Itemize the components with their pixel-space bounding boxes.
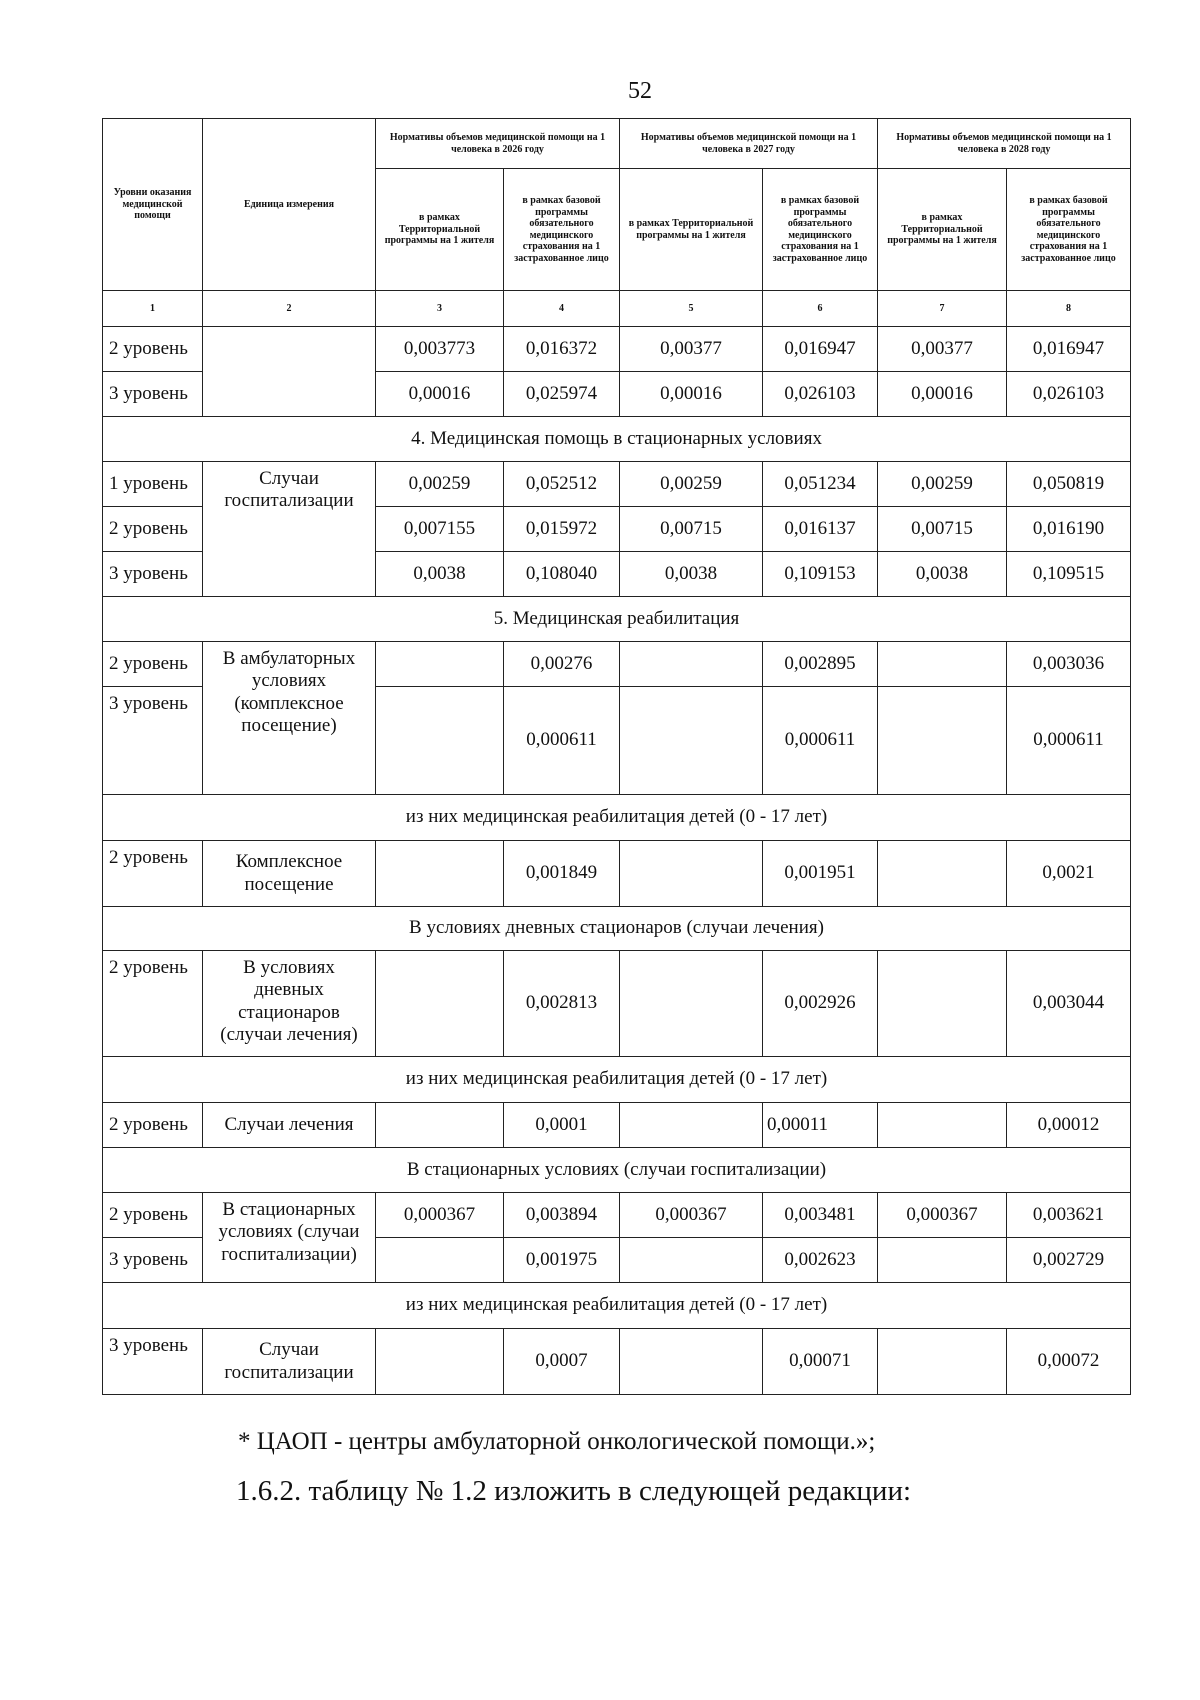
value-cell [878, 951, 1007, 1057]
column-number: 8 [1007, 291, 1131, 327]
value-cell: 0,00259 [620, 462, 763, 507]
value-cell [376, 1238, 504, 1283]
value-cell [376, 841, 504, 907]
column-number: 1 [103, 291, 203, 327]
page-number: 52 [628, 78, 652, 104]
value-cell: 0,00259 [878, 462, 1007, 507]
value-cell: 0,000367 [620, 1193, 763, 1238]
level-cell: 2 уровень [103, 951, 203, 1057]
section-title: 5. Медицинская реабилитация [103, 597, 1131, 642]
level-cell: 2 уровень [103, 1193, 203, 1238]
section-title: из них медицинская реабилитация детей (0 - 17 лет) [103, 1057, 1131, 1103]
value-cell [620, 1103, 763, 1148]
header-terr-2027: в рамках Территориальной программы на 1 жителя [620, 169, 763, 291]
value-cell [620, 642, 763, 687]
value-cell [620, 687, 763, 795]
value-cell: 0,002895 [763, 642, 878, 687]
table-row [103, 1103, 1131, 1148]
value-cell: 0,000367 [376, 1193, 504, 1238]
value-cell [620, 1329, 763, 1395]
value-cell [376, 1103, 504, 1148]
column-number: 7 [878, 291, 1007, 327]
column-number: 5 [620, 291, 763, 327]
norms-table [102, 118, 1131, 1395]
unit-cell: В стационарных условиях (случаи госпитализации) [203, 1193, 376, 1283]
value-cell [878, 841, 1007, 907]
table-row [103, 462, 1131, 507]
value-cell: 0,002729 [1007, 1238, 1131, 1283]
instruction-text: 1.6.2. таблицу № 1.2 изложить в следующей редакции: [236, 1475, 912, 1507]
footnote: * ЦАОП - центры амбулаторной онкологической помощи.»; [238, 1428, 876, 1455]
value-cell: 0,000611 [763, 687, 878, 795]
value-cell: 0,00071 [763, 1329, 878, 1395]
value-cell [878, 1329, 1007, 1395]
value-cell: 0,016137 [763, 507, 878, 552]
column-number: 2 [203, 291, 376, 327]
section-title: из них медицинская реабилитация детей (0 - 17 лет) [103, 1283, 1131, 1329]
section-title: В условиях дневных стационаров (случаи лечения) [103, 907, 1131, 951]
level-cell: 3 уровень [103, 1329, 203, 1395]
value-cell: 0,007155 [376, 507, 504, 552]
level-cell: 2 уровень [103, 841, 203, 907]
header-unit: Единица измерения [203, 119, 376, 291]
unit-cell: Случаи госпитализации [203, 1329, 376, 1395]
level-cell: 2 уровень [103, 507, 203, 552]
value-cell [376, 687, 504, 795]
value-cell: 0,00016 [376, 372, 504, 417]
value-cell: 0,025974 [504, 372, 620, 417]
header-oms-2027: в рамках базовой программы обязательного медицинского страхования на 1 застрахованное лицо [763, 169, 878, 291]
column-number: 3 [376, 291, 504, 327]
column-number-row [103, 291, 1131, 327]
value-cell: 0,003044 [1007, 951, 1131, 1057]
value-cell [878, 687, 1007, 795]
value-cell: 0,001849 [504, 841, 620, 907]
value-cell: 0,00377 [620, 327, 763, 372]
value-cell: 0,016372 [504, 327, 620, 372]
header-levels: Уровни оказания медицинской помощи [103, 119, 203, 291]
value-cell: 0,026103 [1007, 372, 1131, 417]
value-cell: 0,00016 [878, 372, 1007, 417]
value-cell: 0,109515 [1007, 552, 1131, 597]
value-cell: 0,00011 [763, 1103, 878, 1148]
level-cell: 3 уровень [103, 687, 203, 795]
value-cell: 0,0038 [878, 552, 1007, 597]
value-cell: 0,00715 [620, 507, 763, 552]
value-cell: 0,00377 [878, 327, 1007, 372]
value-cell: 0,0021 [1007, 841, 1131, 907]
column-number: 4 [504, 291, 620, 327]
unit-cell: Комплексное посещение [203, 841, 376, 907]
value-cell: 0,016947 [1007, 327, 1131, 372]
header-group-2027: Нормативы объемов медицинской помощи на 1 человека в 2027 году [620, 119, 878, 169]
value-cell: 0,108040 [504, 552, 620, 597]
value-cell: 0,003036 [1007, 642, 1131, 687]
table-row [103, 951, 1131, 1057]
value-cell [376, 642, 504, 687]
value-cell: 0,003894 [504, 1193, 620, 1238]
value-cell [878, 1103, 1007, 1148]
value-cell: 0,002813 [504, 951, 620, 1057]
value-cell: 0,00259 [376, 462, 504, 507]
value-cell [878, 642, 1007, 687]
value-cell: 0,050819 [1007, 462, 1131, 507]
table-row [103, 1329, 1131, 1395]
unit-cell: В амбулаторных условиях (комплексное посещение) [203, 642, 376, 795]
value-cell: 0,003481 [763, 1193, 878, 1238]
value-cell [620, 841, 763, 907]
header-terr-2028: в рамках Территориальной программы на 1 жителя [878, 169, 1007, 291]
value-cell [376, 1329, 504, 1395]
unit-cell: Случаи лечения [203, 1103, 376, 1148]
value-cell [620, 951, 763, 1057]
level-cell: 3 уровень [103, 372, 203, 417]
value-cell: 0,001975 [504, 1238, 620, 1283]
table-row [103, 1193, 1131, 1238]
value-cell: 0,026103 [763, 372, 878, 417]
header-oms-2028: в рамках базовой программы обязательного медицинского страхования на 1 застрахованное лицо [1007, 169, 1131, 291]
header-terr-2026: в рамках Территориальной программы на 1 жителя [376, 169, 504, 291]
section-title: из них медицинская реабилитация детей (0 - 17 лет) [103, 795, 1131, 841]
value-cell: 0,002926 [763, 951, 878, 1057]
value-cell: 0,00012 [1007, 1103, 1131, 1148]
value-cell: 0,003621 [1007, 1193, 1131, 1238]
level-cell: 2 уровень [103, 642, 203, 687]
value-cell: 0,016947 [763, 327, 878, 372]
level-cell: 2 уровень [103, 327, 203, 372]
section-title: В стационарных условиях (случаи госпитализации) [103, 1148, 1131, 1193]
unit-cell-empty [203, 327, 376, 417]
value-cell: 0,00072 [1007, 1329, 1131, 1395]
level-cell: 3 уровень [103, 1238, 203, 1283]
level-cell: 3 уровень [103, 552, 203, 597]
level-cell: 1 уровень [103, 462, 203, 507]
value-cell: 0,00016 [620, 372, 763, 417]
section-title: 4. Медицинская помощь в стационарных условиях [103, 417, 1131, 462]
unit-cell: В условиях дневных стационаров (случаи лечения) [203, 951, 376, 1057]
value-cell: 0,0007 [504, 1329, 620, 1395]
value-cell: 0,051234 [763, 462, 878, 507]
column-number: 6 [763, 291, 878, 327]
value-cell: 0,015972 [504, 507, 620, 552]
table-row [103, 841, 1131, 907]
value-cell [376, 951, 504, 1057]
value-cell: 0,00715 [878, 507, 1007, 552]
value-cell: 0,000367 [878, 1193, 1007, 1238]
value-cell: 0,0001 [504, 1103, 620, 1148]
value-cell: 0,000611 [504, 687, 620, 795]
value-cell: 0,00276 [504, 642, 620, 687]
value-cell: 0,000611 [1007, 687, 1131, 795]
table-row [103, 642, 1131, 687]
table-row [103, 327, 1131, 372]
value-cell: 0,0038 [620, 552, 763, 597]
value-cell [620, 1238, 763, 1283]
level-cell: 2 уровень [103, 1103, 203, 1148]
header-oms-2026: в рамках базовой программы обязательного медицинского страхования на 1 застрахованное лицо [504, 169, 620, 291]
value-cell: 0,0038 [376, 552, 504, 597]
header-group-2026: Нормативы объемов медицинской помощи на 1 человека в 2026 году [376, 119, 620, 169]
value-cell: 0,016190 [1007, 507, 1131, 552]
value-cell: 0,001951 [763, 841, 878, 907]
value-cell: 0,052512 [504, 462, 620, 507]
value-cell: 0,002623 [763, 1238, 878, 1283]
unit-cell: Случаи госпитализации [203, 462, 376, 597]
value-cell [878, 1238, 1007, 1283]
value-cell: 0,003773 [376, 327, 504, 372]
value-cell: 0,109153 [763, 552, 878, 597]
header-group-2028: Нормативы объемов медицинской помощи на 1 человека в 2028 году [878, 119, 1131, 169]
